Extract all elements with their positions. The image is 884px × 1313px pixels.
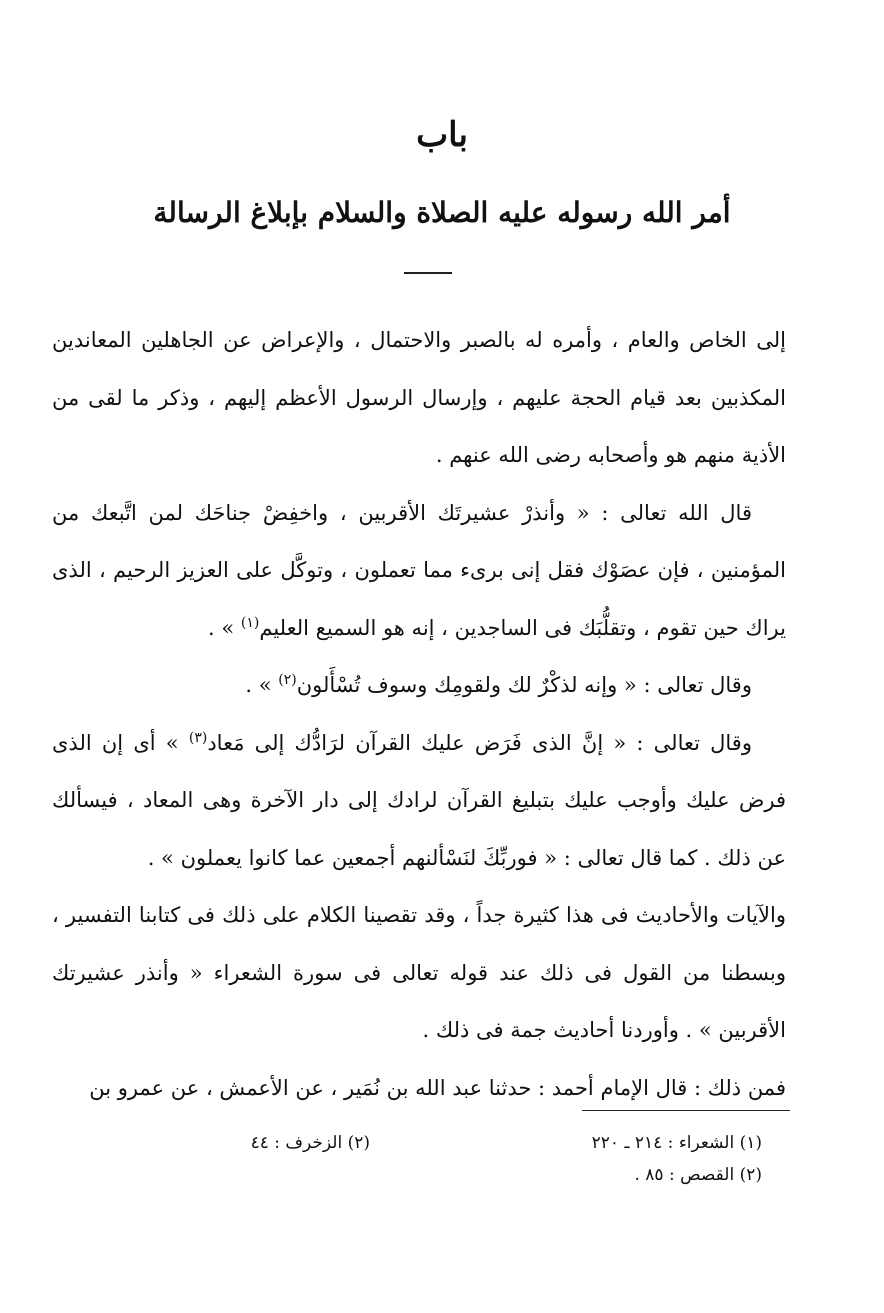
footnote-divider bbox=[582, 1110, 790, 1111]
chapter-title: أمر الله رسوله عليه الصلاة والسلام بإبلاغ الرسالة bbox=[153, 196, 731, 229]
body-text bbox=[52, 312, 786, 1117]
paragraph-text: وقال تعالى : « إنَّ الذى فَرَض عليك القرآن لرَادُّك إلى مَعاد bbox=[207, 730, 752, 755]
paragraph-quran-qasas bbox=[52, 715, 786, 888]
paragraph-quran-shuara bbox=[52, 485, 786, 658]
paragraph-closing: » . bbox=[245, 673, 279, 697]
paragraph-closing: » . bbox=[208, 615, 241, 640]
chapter-label: باب bbox=[416, 115, 468, 155]
paragraph-quran-zukhruf bbox=[52, 657, 786, 715]
footnote-3: (٢) الزخرف : ٤٤ bbox=[250, 1133, 370, 1153]
paragraph-intro: إلى الخاص والعام ، وأمره له بالصبر والاحتمال ، والإعراض عن الجاهلين المعاندين المكذبين بعد قيام الحجة عليهم ، وإرسال الرسول الأعظم إليهم ، وذكر ما لقى من الأذية منهم هو وأصحابه رضى الله عنهم . bbox=[52, 328, 786, 467]
footnote-2: (٢) القصص : ٨٥ . bbox=[634, 1165, 762, 1185]
paragraph-commentary: والآيات والأحاديث فى هذا كثيرة جداً ، وقد تقصينا الكلام على ذلك فى كتابنا التفسير ، وبسطنا من القول فى ذلك عند قوله تعالى فى سورة الشعراء « وأنذر عشيرتك الأقربين » . وأوردنا أحاديث جمة فى ذلك . bbox=[52, 903, 786, 1042]
title-divider bbox=[404, 272, 452, 274]
footnote-ref-1: (١) bbox=[240, 614, 260, 631]
paragraph-text: قال الله تعالى : « وأنذرْ عشيرتَك الأقربين ، واخفِضْ جناحَك لمن اتَّبعك من المؤمنين ، فإن عصَوْك فقل إنى برىء مما تعملون ، وتوكَّل على العزيز الرحيم ، الذى يراك حين تقوم ، وتقلُّبَك فى الساجدين ، إنه هو السميع العليم bbox=[52, 500, 786, 640]
footnote-ref-2: (٢) bbox=[278, 672, 297, 688]
paragraph-text: وقال تعالى : « وإنه لذكْرٌ لك ولقومِك وسوف تُسْأَلون bbox=[296, 673, 752, 697]
footnote-1: (١) الشعراء : ٢١٤ ـ ٢٢٠ bbox=[591, 1133, 762, 1153]
footnote-ref-3: (٣) bbox=[188, 729, 208, 746]
paragraph-closing: » أى إن الذى فرض عليك وأوجب عليك بتبليغ القرآن لرادك إلى دار الآخرة وهى المعاد ، فيسألك عن ذلك . كما قال تعالى : « فوربِّكَ لنَسْألنهم أجمعين عما كانوا يعملون » . bbox=[52, 730, 786, 870]
paragraph-hadith-chain: فمن ذلك : قال الإمام أحمد : حدثنا عبد الله بن نُمَير ، عن الأعمش ، عن عمرو بن bbox=[89, 1075, 786, 1100]
